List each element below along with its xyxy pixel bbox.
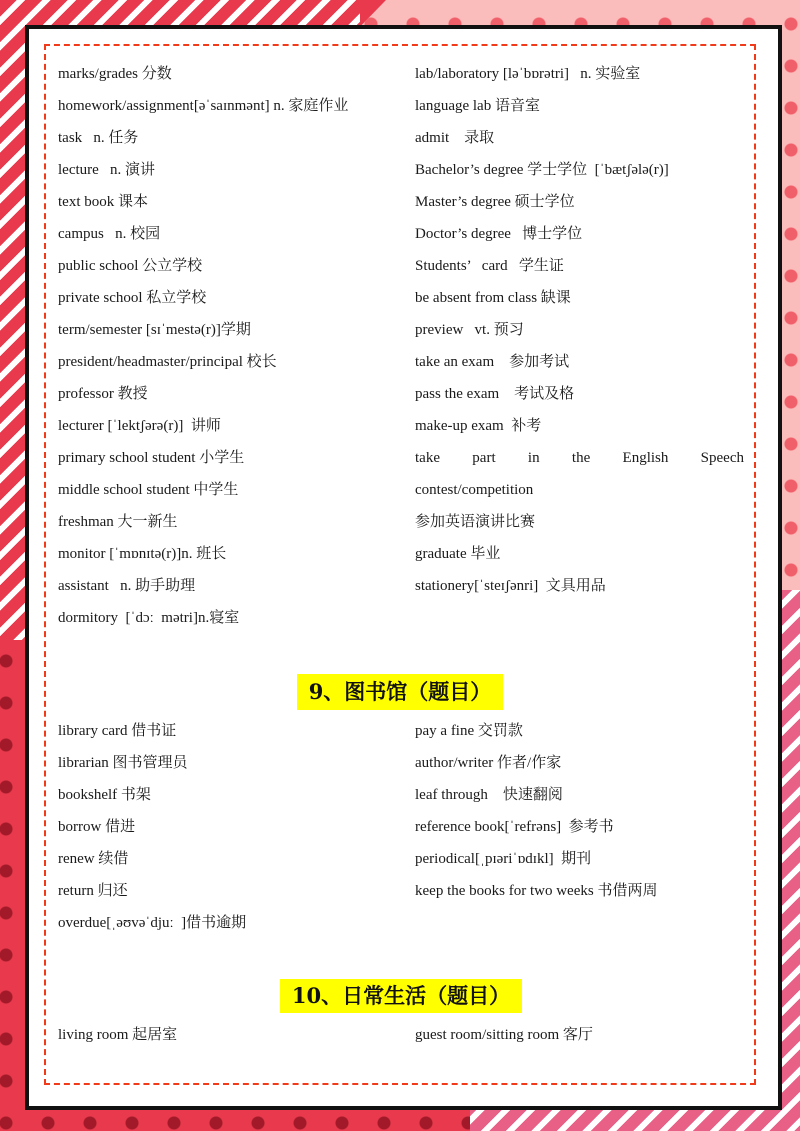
section-heading-daily-life: 10、日常生活（题目）	[280, 979, 522, 1013]
vocab-item: marks/grades 分数	[58, 66, 172, 82]
vocab-item: reference book[ˈrefrəns] 参考书	[415, 819, 614, 835]
vocab-item: campus n. 校园	[58, 226, 161, 242]
vocab-item: Master’s degree 硕士学位	[415, 194, 575, 210]
vocab-item: leaf through 快速翻阅	[415, 787, 563, 803]
vocab-item: language lab 语音室	[415, 98, 540, 114]
vocab-list-library-right	[415, 715, 657, 907]
vocab-item: library card 借书证	[58, 723, 177, 739]
vocab-item: private school 私立学校	[58, 290, 207, 306]
vocab-list-daily-left	[58, 1019, 177, 1051]
vocab-item: dormitory [ˈdɔː mətri]n.寝室	[58, 610, 240, 626]
vocab-item: return 归还	[58, 883, 128, 899]
vocab-item: president/headmaster/principal 校长	[58, 354, 277, 370]
vocab-item: keep the books for two weeks 书借两周	[415, 883, 658, 899]
vocab-item: stationery[ˈsteɪʃənri] 文具用品	[415, 578, 606, 594]
vocab-item: lecturer [ˈlektʃərə(r)] 讲师	[58, 418, 221, 434]
vocab-item: periodical[ˌpɪəriˈɒdɪkl] 期刊	[415, 851, 592, 867]
vocab-item: primary school student 小学生	[58, 450, 245, 466]
vocab-item: bookshelf 书架	[58, 787, 151, 803]
vocab-item: pass the exam 考试及格	[415, 386, 575, 402]
vocab-item: renew 续借	[58, 851, 129, 867]
vocab-item: lecture n. 演讲	[58, 162, 156, 178]
vocab-item: living room 起居室	[58, 1027, 178, 1043]
vocab-item: preview vt. 预习	[415, 322, 524, 338]
vocab-item: Doctor’s degree 博士学位	[415, 226, 583, 242]
vocab-item: contest/competition	[415, 482, 534, 498]
vocab-item: 参加英语演讲比赛	[415, 514, 536, 530]
vocab-item: take an exam 参加考试	[415, 354, 570, 370]
vocab-item: Students’ card 学生证	[415, 258, 564, 274]
vocab-item: pay a fine 交罚款	[415, 723, 523, 739]
vocab-list-daily-right	[415, 1019, 593, 1051]
vocab-item: homework/assignment[əˈsaɪnmənt] n. 家庭作业	[58, 98, 349, 114]
vocab-item: Bachelor’s degree 学士学位 [ˈbætʃələ(r)]	[415, 162, 669, 178]
vocab-item: monitor [ˈmɒnɪtə(r)]n. 班长	[58, 546, 227, 562]
vocab-item: graduate 毕业	[415, 546, 501, 562]
vocab-item: term/semester [sɪˈmestə(r)]学期	[58, 322, 251, 338]
vocab-item: admit 录取	[415, 130, 495, 146]
vocab-item: freshman 大一新生	[58, 514, 178, 530]
vocab-item: task n. 任务	[58, 130, 139, 146]
vocab-list-school-right	[415, 58, 744, 602]
vocab-item: take part in the English Speech	[415, 450, 744, 466]
vocab-item: public school 公立学校	[58, 258, 203, 274]
vocab-item: overdue[ˌəʊvəˈdjuː ]借书逾期	[58, 915, 247, 931]
vocab-item: text book 课本	[58, 194, 148, 210]
vocab-item: author/writer 作者/作家	[415, 755, 562, 771]
vocab-list-school-left	[58, 58, 348, 634]
vocab-item: middle school student 中学生	[58, 482, 239, 498]
vocab-item: librarian 图书管理员	[58, 755, 188, 771]
vocab-item: lab/laboratory [ləˈbɒrətri] n. 实验室	[415, 66, 641, 82]
vocab-list-library-left	[58, 715, 246, 939]
vocab-item: borrow 借进	[58, 819, 136, 835]
vocab-item: guest room/sitting room 客厅	[415, 1027, 593, 1043]
vocab-item: make-up exam 补考	[415, 418, 542, 434]
vocab-item: be absent from class 缺课	[415, 290, 571, 306]
vocab-item: professor 教授	[58, 386, 148, 402]
section-heading-library: 9、图书馆（题目）	[297, 674, 503, 710]
vocab-item: assistant n. 助手助理	[58, 578, 196, 594]
